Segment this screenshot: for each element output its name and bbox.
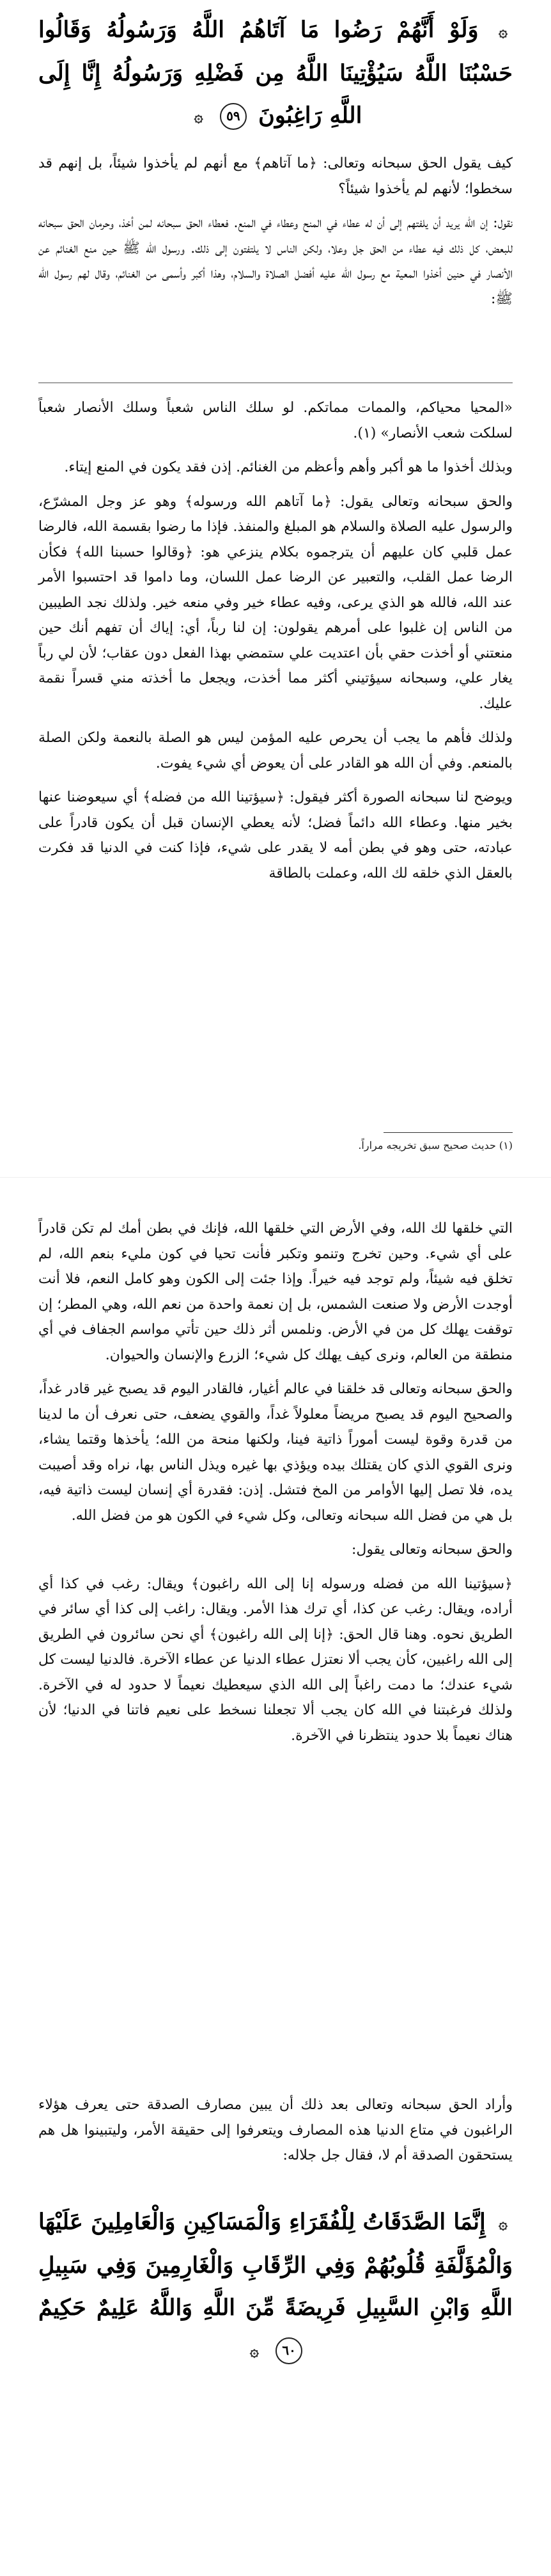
ayah-number-badge: ٥٩ [220, 103, 247, 130]
paragraph: وبذلك أخذوا ما هو أكبر وأهم وأعظم من الغنائم. إذن فقد يكون في المنع إيتاء. [64, 459, 513, 475]
verse-block-top [38, 9, 513, 138]
paragraph: التي خلقها لك الله، وفي الأرض التي خلقها الله، فإنك في بطن أمك لم تكن قادراً على أي شيء. وحين تخرج وتنمو وتكبر فأنت تحيا في كون مليء بنعم الله، لم تخلق فيه شيئاً، ولم توجد فيه خيراً. وإذا جئت إلى الكون وهو كامل النعم، فلا أنت أوجدت الأرض ولا صنعت الشمس، بل إن نعمة واحدة من نعم الله، وهي المطر؛ إن توقفت يهلك كل من في الأرض. ونلمس أثر ذلك حين تأتي مواسم الجفاف في أي منطقة من العالم، ونرى كيف يهلك كل شيء؛ الزرع والإنسان والحيوان. [38, 1221, 513, 1363]
commentary-block-4 [38, 2092, 513, 2177]
page-2 [0, 1177, 551, 2576]
footnote-separator [384, 1132, 513, 1133]
verse-ornament-end: ۞ [249, 2341, 259, 2360]
paragraph: ولذلك فأهم ما يجب أن يحرص عليه المؤمن ليس هو الصلة بالنعمة ولكن الصلة بالمنعم. وفي أن الله هو القادر على أن يعوض أي شيء يفوت. [38, 730, 513, 771]
verse-block-bottom [38, 2201, 513, 2372]
paragraph: والحق سبحانه وتعالى يقول: [352, 1542, 513, 1558]
verse-text: وَلَوْ أَنَّهُمْ رَضُوا مَا آتَاهُمُ اللَّهُ وَرَسُولُهُ وَقَالُوا حَسْبُنَا اللَّهُ سَيُؤْتِينَا اللَّهُ مِن فَضْلِهِ وَرَسُولُهُ إِنَّا إِلَى اللَّهِ رَاغِبُونَ [38, 17, 513, 129]
quran-verse-59 [38, 9, 513, 138]
verse-ornament-end: ۞ [194, 107, 203, 125]
commentary-block-1 [38, 151, 513, 320]
page-1 [0, 0, 551, 1177]
ayah-number-badge: ٦٠ [276, 2337, 302, 2364]
paragraph: والحق سبحانه وتعالى يقول: ﴿ما آتاهم الله ورسوله﴾ وهو عز وجل المشرّع، والرسول عليه الصلاة والسلام هو المبلغ والمنفذ. فإذا ما رضوا بقسمة الله، فالرضا عمل قلبي كان عليهم أن يترجموه بكلام ينزعي هو: ﴿وقالوا حسبنا الله﴾ فكأن الرضا عمل القلب، والتعبير عن الرضا عمل اللسان، وما داموا قد احتسبوا الأمر عند الله، فالله هو الذي يرعى، وفيه عطاء خير وفي منعه خير. ولذلك نجد الطيبين من الناس إن غلبوا على أمرهم يقولون: إن لنا رباً، أي: إياك أن تفهم أنك حين منعتني أو أخذت حقي بأن اعتديت علي ستمضي بهذا الفعل دون عقاب؛ لأن لي رباً يغار علي، وسبحانه سيؤتيني أكثر مما أخذت، ويجعل ما أخذته مني قسراً نقمة عليك. [38, 493, 513, 712]
paragraph: والحق سبحانه وتعالى قد خلقنا في عالم أغيار، فالقادر اليوم قد يصبح غير قادر غداً، والصحيح اليوم قد يصبح مريضاً معلولاً غداً، والقوي يضعف، حتى نعرف أن ما لدينا من قدرة وقوة ليست أموراً ذاتية فينا، ولكنها منحة من الله؛ يأخذها وقتما يشاء، ونرى القوي الذي كان يقتلك بيده ويؤذي بها غيره ويذل الناس بها، نراه وقد أصيبت يده، فلا تصل إليها الأوامر من المخ فتشل. إذن: فقدرة أي إنسان ليست ذاتية فيه، بل هي من فضل الله سبحانه وتعالى، وكل شيء في الكون هو من فضل الله. [38, 1381, 513, 1524]
paragraph: ﴿سيؤتينا الله من فضله ورسوله إنا إلى الله راغبون﴾ ويقال: رغب في كذا أي أراده، ويقال: رغب عن كذا، أي ترك هذا الأمر. ويقال: راغب إلى كذا أي سائر في الطريق نحوه. وهنا قال الحق: ﴿إنا إلى الله راغبون﴾ أي نحن سائرون في الطريق إلى الله راغبين، كأن يجب ألا نعتزل عطاء الدنيا عن عطاء الآخرة. فالدنيا ليست كل شيء عندك؛ ما دمت راغباً إلى الله الذي سيعطيك نعيماً لا حدود له في الآخرة. ولذلك فرغبتنا في الله كان يجب ألا تجعلنا نسخط على نعيم فاتنا في الدنيا؛ لأن هناك نعيماً بلا حدود ينتظرنا في الآخرة. [38, 1576, 513, 1744]
paragraph: كيف يقول الحق سبحانه وتعالى: ﴿ما آتاهم﴾ مع أنهم لم يأخذوا شيئاً، بل إنهم قد سخطوا؛ لأنهم لم يأخذوا شيئاً؟ [38, 155, 513, 197]
verse-ornament-start: ۞ [498, 2213, 508, 2232]
verse-text: إِنَّمَا الصَّدَقَاتُ لِلْفُقَرَاءِ وَالْمَسَاكِينِ وَالْعَامِلِينَ عَلَيْهَا وَالْمُؤَلَّفَةِ قُلُوبُهُمْ وَفِي الرِّقَابِ وَالْغَارِمِينَ وَفِي سَبِيلِ اللَّهِ وَابْنِ السَّبِيلِ فَرِيضَةً مِّنَ اللَّهِ وَاللَّهُ عَلِيمٌ حَكِيمٌ [38, 2209, 513, 2321]
quran-verse-60 [38, 2201, 513, 2372]
verse-ornament-start: ۞ [498, 21, 508, 40]
paragraph: وأراد الحق سبحانه وتعالى بعد ذلك أن يبين مصارف الصدقة حتى يعرف هؤلاء الراغبون في متاع الدنيا هذه المصارف ويتعرفوا إلى حقيقة الأمر، وليتبينوا هل هم يستحقون الصدقة أم لا، فقال جل جلاله: [38, 2097, 513, 2163]
commentary-block-3 [38, 1216, 513, 1757]
paragraph: نقول: إن الله يريد أن يلفتهم إلى أن له عطاء في المنح وعطاء في المنع. فعطاء الحق سبحانه لمن أخذ، وحرمان الحق سبحانه للبعض، كل ذلك فيه عطاء من الحق جل وعلا، ولكن الناس لا يلتفتون إلى ذلك. ورسول الله ﷺ حين منع الغنائم عن الأنصار في حنين أخذوا المعية مع رسول الله عليه أفضل الصلاة والسلام، وهذا أكبر وأسمى من الغنائم، وقال لهم رسول الله ﷺ: [38, 215, 513, 307]
footnote: (١) حديث صحيح سبق تخريجه مراراً. [358, 1139, 513, 1151]
commentary-block-2 [38, 395, 513, 895]
hadith-quote: «المحيا محياكم، والممات مماتكم. لو سلك الناس شعباً وسلك الأنصار شعباً لسلكت شعب الأنصار» (١). [38, 400, 513, 441]
paragraph: ويوضح لنا سبحانه الصورة أكثر فيقول: ﴿سيؤتينا الله من فضله﴾ أي سيعوضنا عنها بخير منها. وعطاء الله دائماً فضل؛ لأنه يعطي الإنسان قبل أن يكون قادراً على عبادته، حتى وهو في بطن أمه لا يقدر على شيء، فإذا كنت في الدنيا قد فكرت بالعقل الذي خلقه لك الله، وعملت بالطاقة [38, 789, 513, 881]
